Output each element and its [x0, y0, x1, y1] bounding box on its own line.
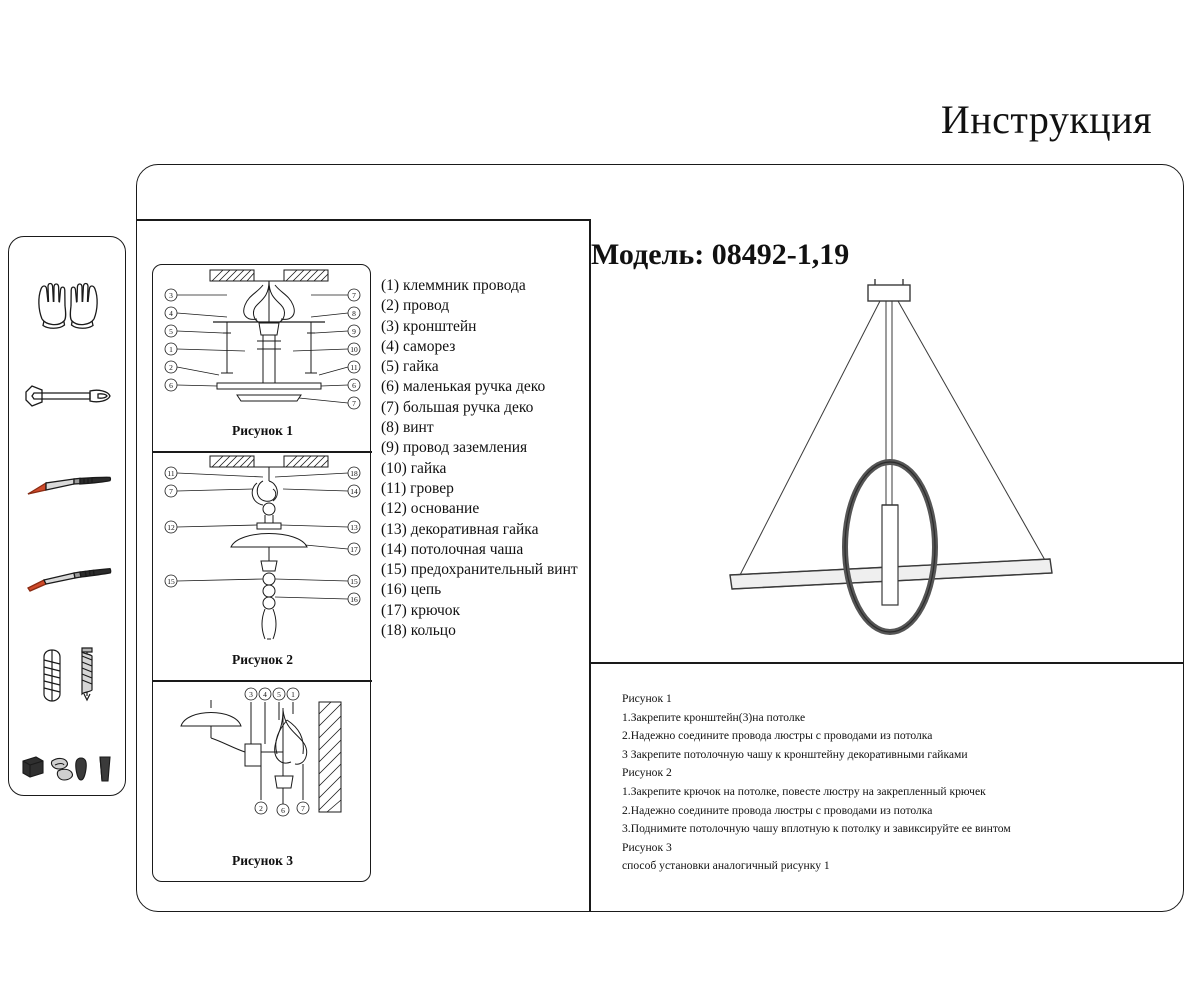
model-label: Модель: 08492-1,19 [591, 238, 850, 271]
frame-divider-vertical [589, 219, 591, 912]
svg-text:5: 5 [277, 690, 281, 699]
parts-list-item: (14) потолочная чаша [381, 540, 524, 558]
parts-list-item: (9) провод заземления [381, 439, 528, 457]
tool-item-screwdriver-flat [9, 443, 127, 535]
instructions-panel [622, 690, 1162, 876]
parts-list-item: (1) клеммник провода [381, 277, 526, 294]
svg-text:3: 3 [169, 291, 173, 300]
figure-2 [153, 451, 372, 680]
svg-text:7: 7 [169, 487, 173, 496]
figure-2-art [153, 451, 372, 654]
wrench-icon [22, 380, 114, 414]
parts-list [381, 276, 581, 641]
svg-text:9: 9 [352, 327, 356, 336]
screwdriver-flat-icon [22, 472, 114, 506]
instruction-line: 2.Надежно соедините провода люстры с проводами из потолка [622, 729, 933, 743]
svg-text:7: 7 [352, 291, 356, 300]
svg-text:6: 6 [352, 381, 356, 390]
parts-list-item: (13) декоративная гайка [381, 520, 539, 538]
small-parts-icon [18, 743, 118, 787]
svg-text:1: 1 [291, 690, 295, 699]
gloves-icon [28, 275, 108, 335]
svg-text:14: 14 [350, 487, 358, 496]
parts-list-item: (8) винт [381, 419, 434, 437]
parts-list-item: (5) гайка [381, 358, 439, 376]
instruction-block-head: Рисунок 1 [622, 692, 672, 705]
parts-list-item: (10) гайка [381, 459, 447, 477]
product-illustration [700, 275, 1090, 650]
instruction-block-head: Рисунок 2 [622, 766, 672, 780]
parts-list-item: (12) основание [381, 500, 480, 518]
tool-item-screwdriver-phillips [9, 535, 127, 627]
svg-text:15: 15 [167, 577, 175, 586]
parts-list-item: (7) большая ручка деко [381, 398, 534, 416]
parts-list-item: (4) саморез [381, 337, 456, 355]
tool-item-small-parts [9, 719, 127, 811]
instruction-line: 3 Закрепите потолочную чашу к кронштейну декоративными гайками [622, 747, 968, 761]
dowel-screw-icon [30, 638, 106, 708]
instruction-line: 1.Закрепите кронштейн(3)на потолке [622, 710, 806, 724]
svg-text:12: 12 [167, 523, 175, 532]
instruction-line: 1.Закрепите крючок на потолке, повесте люстру на закрепленный крючек [622, 784, 986, 798]
figures-panel [152, 264, 371, 882]
tools-panel [8, 236, 126, 796]
tool-item-wrench [9, 351, 127, 443]
instruction-line: способ установки аналогичный рисунку 1 [622, 859, 830, 873]
figure-3-caption: Рисунок 3 [231, 853, 294, 868]
screwdriver-phillips-icon [22, 564, 114, 598]
parts-list-item: (2) провод [381, 297, 450, 315]
svg-text:6: 6 [281, 806, 285, 815]
svg-text:4: 4 [169, 309, 173, 318]
figure-2-caption: Рисунок 2 [231, 652, 294, 667]
svg-text:3: 3 [249, 690, 253, 699]
svg-text:2: 2 [259, 804, 263, 813]
svg-text:8: 8 [352, 309, 356, 318]
svg-text:6: 6 [169, 381, 173, 390]
svg-text:18: 18 [350, 469, 358, 478]
svg-text:11: 11 [167, 469, 175, 478]
svg-text:5: 5 [169, 327, 173, 336]
svg-text:7: 7 [352, 399, 356, 408]
figure-1-art [153, 265, 372, 425]
svg-text:1: 1 [169, 345, 173, 354]
figure-1-caption: Рисунок 1 [231, 423, 294, 438]
parts-list-item: (15) предохранительный винт [381, 561, 578, 579]
page-title: Инструкция [940, 97, 1152, 142]
instruction-line: 3.Поднимите потолочную чашу вплотную к потолку и завиксируйте ее винтом [622, 822, 1011, 836]
tool-item-gloves [9, 259, 127, 351]
figure-1 [153, 265, 372, 451]
tool-item-dowel-screw [9, 627, 127, 719]
svg-text:7: 7 [301, 804, 305, 813]
parts-list-item: (16) цепь [381, 581, 442, 599]
svg-text:16: 16 [350, 595, 358, 604]
svg-text:17: 17 [350, 545, 358, 554]
svg-text:2: 2 [169, 363, 173, 372]
frame-divider-horizontal-right [589, 662, 1184, 664]
svg-text:10: 10 [350, 345, 358, 354]
svg-text:4: 4 [263, 690, 267, 699]
svg-text:15: 15 [350, 577, 358, 586]
instruction-block-head: Рисунок 3 [622, 840, 672, 854]
svg-text:13: 13 [350, 523, 358, 532]
parts-list-item: (11) гровер [381, 479, 454, 497]
instruction-line: 2.Надежно соедините провода люстры с проводами из потолка [622, 803, 933, 817]
parts-list-item: (6) маленькая ручка деко [381, 378, 546, 396]
figure-3-art [153, 680, 372, 855]
parts-list-item: (18) кольцо [381, 622, 456, 640]
parts-list-item: (17) крючок [381, 601, 461, 619]
svg-text:11: 11 [350, 363, 358, 372]
figure-3 [153, 680, 372, 883]
parts-list-item: (3) кронштейн [381, 317, 477, 335]
frame-divider-horizontal-left [136, 219, 590, 221]
